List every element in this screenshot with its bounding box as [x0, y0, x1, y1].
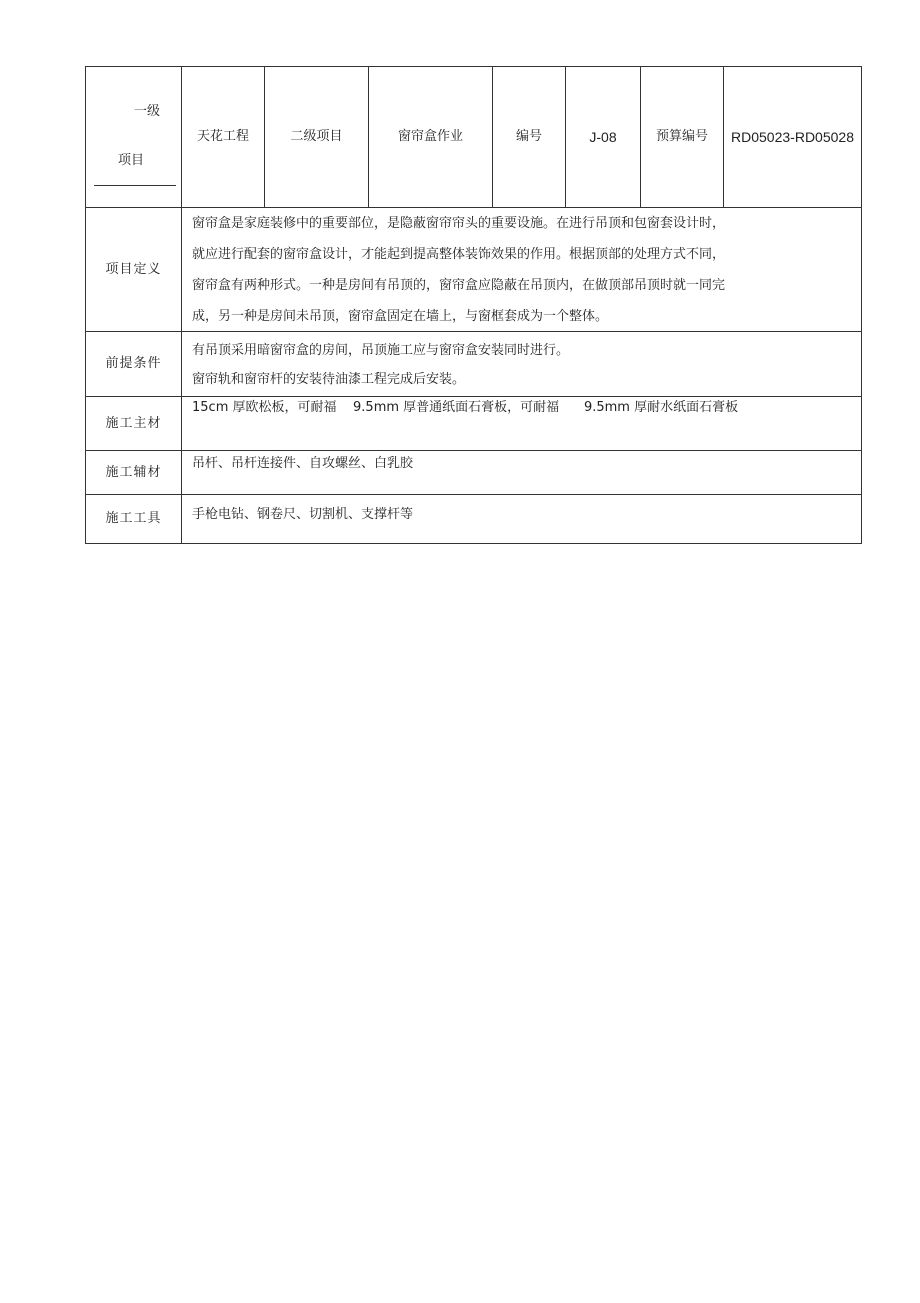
level2-value-cell: [369, 67, 493, 207]
code-value: J-08: [589, 129, 617, 145]
definition-row: [86, 208, 861, 332]
level2-value: 窗帘盒作业: [397, 129, 463, 144]
budget-value-cell: [724, 67, 861, 207]
budget-value: RD05023-RD05028: [731, 129, 854, 145]
level2-label-cell: [265, 67, 369, 207]
main-material-label-cell: [86, 397, 182, 450]
level1-label-top: 一级: [134, 104, 161, 119]
definition-line: 成，另一种是房间未吊顶，窗帘盒固定在墙上，与窗框套成为一个整体。: [192, 309, 609, 324]
definition-line: 窗帘盒有两种形式。一种是房间有吊顶的，窗帘盒应隐蔽在吊顶内，在做顶部吊顶时就一同完: [192, 278, 726, 293]
budget-label: 预算编号: [655, 129, 708, 144]
prerequisite-line: 窗帘轨和窗帘杆的安装待油漆工程完成后安装。: [192, 372, 466, 387]
definition-line: 窗帘盒是家庭装修中的重要部位，是隐蔽窗帘帘头的重要设施。在进行吊顶和包窗套设计时，: [192, 216, 726, 231]
definition-label: 项目定义: [105, 261, 162, 277]
prerequisite-label: 前提条件: [105, 356, 162, 371]
code-value-cell: [566, 67, 641, 207]
tools-content-cell: [182, 495, 861, 543]
header-row: [86, 67, 861, 208]
aux-material-text: 吊杆、吊杆连接件、自攻螺丝、白乳胶: [192, 456, 414, 471]
level2-label: 二级项目: [290, 129, 343, 144]
aux-material-label-cell: [86, 451, 182, 494]
definition-line: 就应进行配套的窗帘盒设计，才能起到提高整体装饰效果的作用。根据顶部的处理方式不同，: [192, 247, 726, 262]
level1-value: 天花工程: [196, 129, 249, 144]
prerequisite-content-cell: [182, 332, 861, 396]
level1-label-cell: [86, 67, 182, 207]
level1-label-bottom: 项目: [118, 153, 145, 168]
construction-spec-table: [85, 66, 862, 544]
level1-value-cell: [182, 67, 265, 207]
tools-text: 手枪电钻、钢卷尺、切割机、支撑杆等: [192, 507, 414, 522]
main-material-row: [86, 397, 861, 451]
code-label: 编号: [515, 129, 542, 144]
tools-label-cell: [86, 495, 182, 543]
budget-label-cell: [641, 67, 724, 207]
prerequisite-line: 有吊顶采用暗窗帘盒的房间，吊顶施工应与窗帘盒安装同时进行。: [192, 343, 570, 358]
aux-material-content-cell: [182, 451, 861, 494]
definition-label-cell: [86, 208, 182, 331]
aux-material-label: 施工辅材: [105, 464, 162, 480]
prerequisite-label-cell: [86, 332, 182, 396]
code-label-cell: [493, 67, 566, 207]
main-material-content-cell: [182, 397, 861, 450]
tools-label: 施工工具: [105, 511, 162, 526]
prerequisite-row: [86, 332, 861, 397]
level1-underline: [94, 185, 176, 186]
definition-content-cell: [182, 208, 861, 331]
main-material-text: 15cm 厚欧松板，可耐福 9.5mm 厚普通纸面石膏板，可耐福 9.5mm 厚耐水纸面石膏板: [192, 400, 739, 415]
aux-material-row: [86, 451, 861, 495]
main-material-label: 施工主材: [105, 415, 162, 431]
tools-row: [86, 495, 861, 543]
